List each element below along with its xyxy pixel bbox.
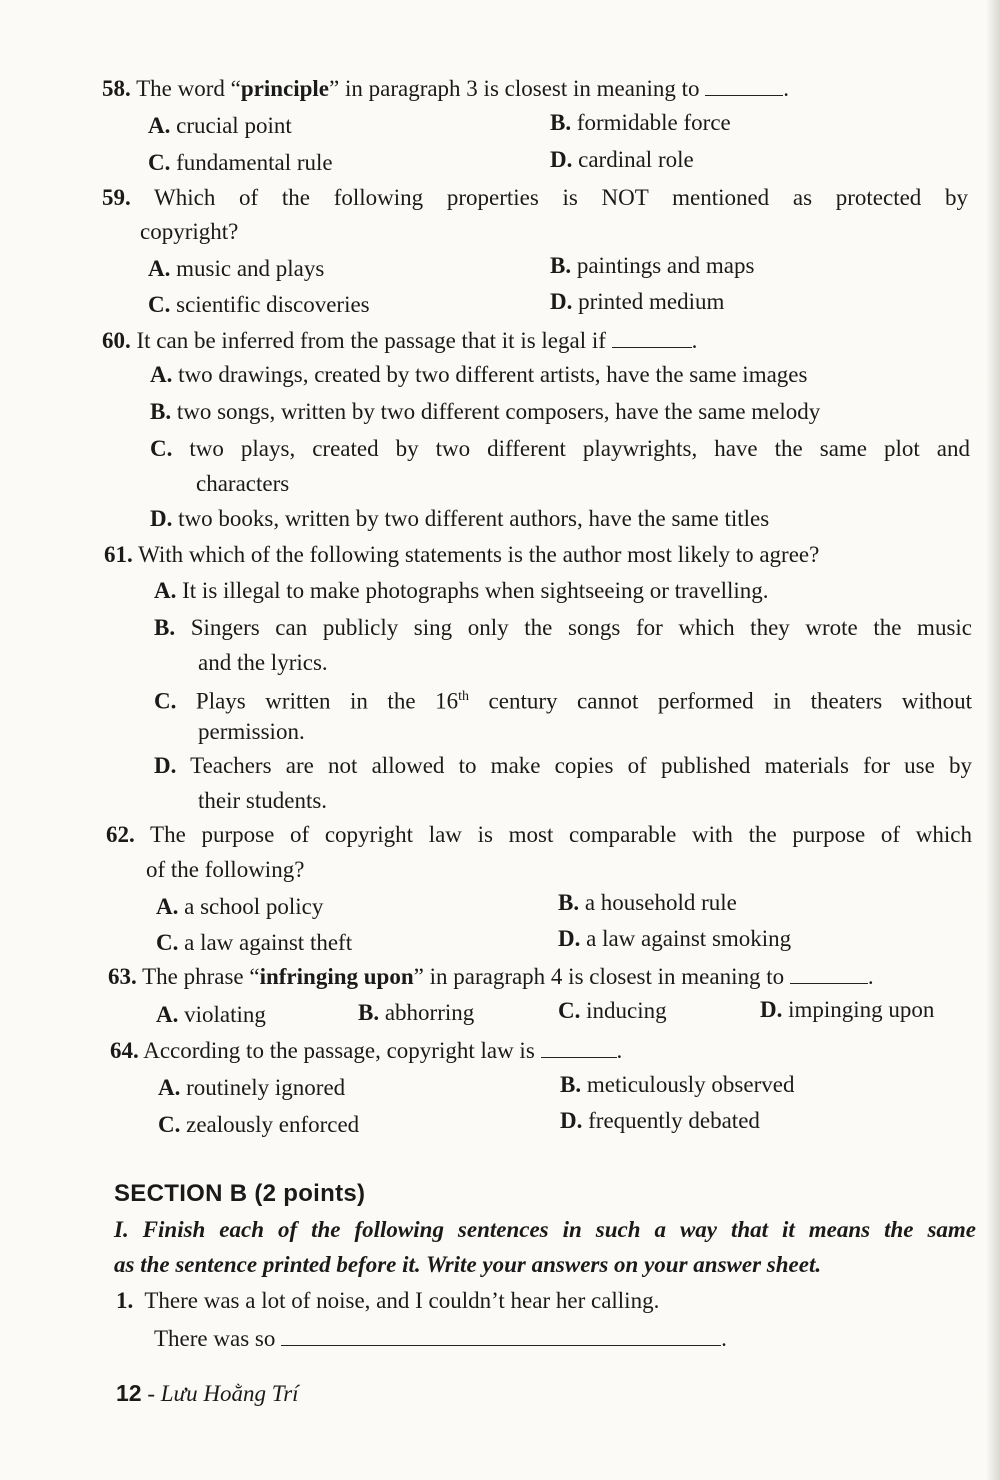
option-a: A. music and plays	[148, 256, 325, 281]
option-c: C. a law against theft	[156, 930, 353, 955]
answer-line	[281, 1327, 721, 1346]
option-b: B. a household rule	[558, 890, 737, 915]
section-b-instruction: I. Finish each of the following sentences in such a way that it means the same	[114, 1217, 976, 1242]
option-a: A. a school policy	[156, 894, 324, 919]
option-b: B. two songs, written by two different composers, have the same melody	[150, 399, 821, 424]
question-number: 61.	[104, 542, 133, 567]
question-61-stem: 61. With which of the following statements is the author most likely to agree?	[104, 542, 820, 567]
key-phrase: infringing upon	[259, 964, 414, 989]
exercise-prompt: There was so .	[154, 1326, 727, 1351]
question-number: 63.	[108, 964, 137, 989]
question-number: 60.	[102, 328, 131, 353]
option-c: C. inducing	[558, 998, 667, 1023]
option-d: D. impinging upon	[760, 997, 935, 1022]
question-63-stem: 63. The phrase “infringing upon” in paragraph 4 is closest in meaning to .	[108, 964, 874, 989]
option-d: D. Teachers are not allowed to make copies of published materials for use by	[154, 753, 972, 778]
answer-blank	[705, 77, 783, 96]
question-62-stem-cont: of the following?	[146, 857, 305, 882]
option-a: A. routinely ignored	[158, 1075, 346, 1100]
question-number: 62.	[106, 822, 135, 847]
section-b-instruction-cont: as the sentence printed before it. Write your answers on your answer sheet.	[114, 1252, 822, 1277]
option-c: C. scientific discoveries	[148, 292, 370, 317]
option-b-cont: and the lyrics.	[198, 650, 328, 675]
option-b: B. abhorring	[358, 1000, 475, 1025]
option-d: D. two books, written by two different authors, have the same titles	[150, 506, 770, 531]
option-d: D. printed medium	[550, 289, 725, 314]
option-c-cont: characters	[196, 471, 290, 496]
question-64-stem: 64. According to the passage, copyright law is .	[110, 1038, 623, 1063]
page-edge-shadow	[986, 0, 1000, 1480]
question-number: 64.	[110, 1038, 139, 1063]
option-d-cont: their students.	[198, 788, 328, 813]
page-number: 12	[116, 1380, 142, 1406]
option-d: D. a law against smoking	[558, 926, 792, 951]
question-59-stem: 59. Which of the following properties is NOT mentioned as protected by	[102, 185, 968, 210]
item-number: 1.	[116, 1288, 134, 1313]
option-c: C. zealously enforced	[158, 1112, 360, 1137]
answer-blank	[541, 1039, 617, 1058]
option-a: A. crucial point	[148, 113, 292, 138]
answer-blank	[612, 329, 692, 348]
option-b: B. meticulously observed	[560, 1072, 795, 1097]
answer-blank	[790, 965, 868, 984]
question-number: 58.	[102, 76, 131, 101]
option-a: A. violating	[156, 1002, 266, 1027]
option-d: D. cardinal role	[550, 147, 694, 172]
option-c-cont: permission.	[198, 719, 305, 744]
option-b: B. formidable force	[550, 110, 731, 135]
key-word: principle	[240, 76, 330, 101]
page-footer: 12 - Lưu Hoằng Trí	[116, 1380, 299, 1406]
exercise-item: 1. There was a lot of noise, and I couldn’t hear her calling.	[116, 1288, 660, 1313]
option-b: B. Singers can publicly sing only the songs for which they wrote the music	[154, 615, 973, 640]
option-d: D. frequently debated	[560, 1108, 760, 1133]
author-name: Lưu Hoằng Trí	[160, 1381, 299, 1406]
question-59-stem-cont: copyright?	[140, 219, 239, 244]
option-c: C. fundamental rule	[148, 150, 333, 175]
question-62-stem: 62. The purpose of copyright law is most comparable with the purpose of which	[106, 822, 972, 847]
option-a: A. It is illegal to make photographs when sightseeing or travelling.	[154, 578, 769, 603]
option-b: B. paintings and maps	[550, 253, 755, 278]
question-number: 59.	[102, 185, 131, 210]
option-a: A. two drawings, created by two different artists, have the same images	[150, 362, 808, 387]
section-b-title: SECTION B (2 points)	[114, 1180, 366, 1207]
question-60-stem: 60. It can be inferred from the passage that it is legal if .	[102, 328, 698, 353]
option-c: C. Plays written in the 16th century cannot performed in theaters without	[154, 688, 973, 714]
question-58-stem: 58. The word “principle” in paragraph 3 is closest in meaning to .	[102, 76, 789, 101]
option-c: C. two plays, created by two different playwrights, have the same plot and	[150, 436, 971, 461]
